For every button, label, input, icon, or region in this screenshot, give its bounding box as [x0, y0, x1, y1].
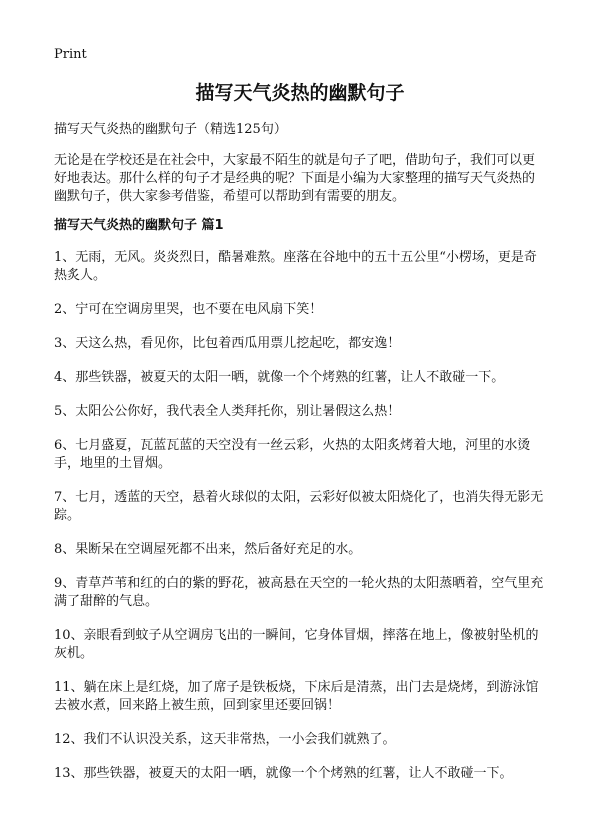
sentence-item: 1、无雨，无风。炎炎烈日，酷暑难熬。座落在谷地中的五十五公里“小楞场，更是奇热炙人。 [54, 250, 537, 283]
article-content [54, 121, 546, 799]
article-intro: 无论是在学校还是在社会中，大家最不陌生的就是句子了吧，借助句子，我们可以更好地表达。那什么样的句子才是经典的呢？下面是小编为大家整理的描写天气炎热的幽默句子，供大家参考借鉴，希望可以帮助到有需要的朋友。 [54, 153, 536, 204]
sentence-item: 3、天这么热，看见你，比包着西瓜用票儿挖起吃，都安逸！ [54, 336, 401, 351]
sentence-item: 9、青草芦苇和红的白的紫的野花，被高悬在天空的一轮火热的太阳蒸晒着，空气里充满了甜醉的气息。 [54, 576, 544, 609]
sentence-list [54, 249, 546, 783]
sentence-item: 8、果断呆在空调屋死都不出来，然后备好充足的水。 [54, 542, 362, 557]
sentence-item: 12、我们不认识没关系，这天非常热，一小会我们就熟了。 [54, 732, 396, 747]
page-title: 描写天气炎热的幽默句子 [195, 82, 405, 104]
print-link[interactable]: Print [54, 47, 87, 62]
section-heading: 描写天气炎热的幽默句子 篇1 [54, 218, 224, 233]
sentence-item: 13、那些铁器，被夏天的太阳一晒，就像一个个烤熟的红薯，让人不敢碰一下。 [54, 766, 513, 781]
article-subtitle: 描写天气炎热的幽默句子（精选125句） [54, 122, 287, 137]
sentence-item: 2、宁可在空调房里哭，也不要在电风扇下笑！ [54, 302, 323, 317]
sentence-item: 6、七月盛夏，瓦蓝瓦蓝的天空没有一丝云彩，火热的太阳炙烤着大地，河里的水烫手，地里的土冒烟。 [54, 438, 531, 471]
sentence-item: 7、七月，透蓝的天空，悬着火球似的太阳，云彩好似被太阳烧化了，也消失得无影无踪。 [54, 490, 544, 523]
sentence-item: 4、那些铁器，被夏天的太阳一晒，就像一个个烤熟的红薯，让人不敢碰一下。 [54, 370, 505, 385]
sentence-item: 11、躺在床上是红烧，加了席子是铁板烧，下床后是清蒸，出门去是烧烤，到游泳馆去被水煮，回来路上被生煎，回到家里还要回锅！ [54, 680, 539, 713]
sentence-item: 10、亲眼看到蚊子从空调房飞出的一瞬间，它身体冒烟，摔落在地上，像被射坠机的灰机。 [54, 628, 539, 661]
sentence-item: 5、太阳公公你好，我代表全人类拜托你，别让暑假这么热！ [54, 404, 401, 419]
